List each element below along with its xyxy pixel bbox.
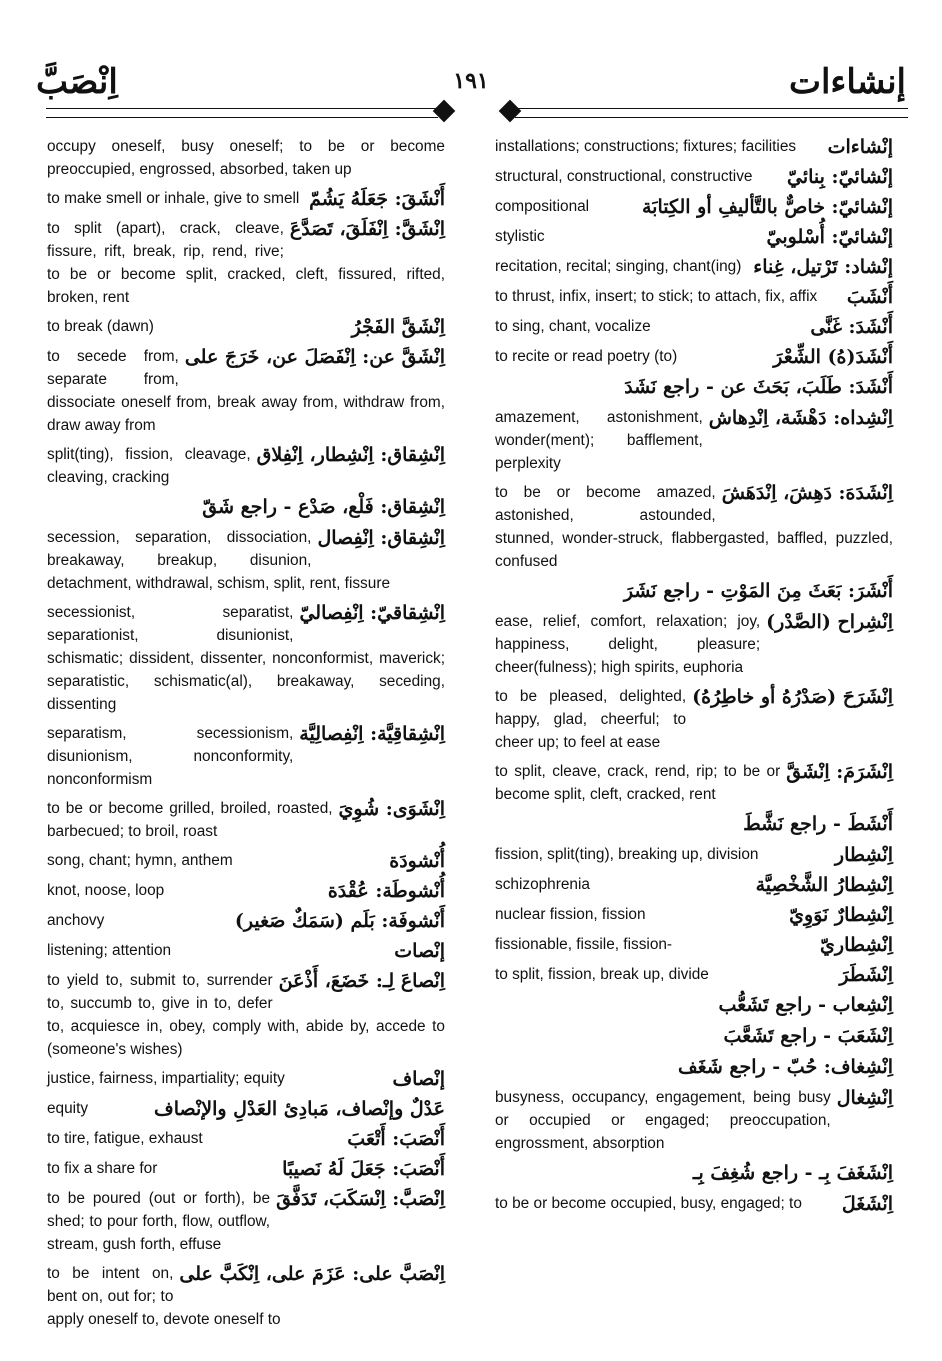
dictionary-entry <box>47 1067 445 1091</box>
entry-definition-english: amazement, astonishment, wonder(ment); bafflement, perplexity <box>495 409 703 472</box>
dictionary-entry <box>495 903 893 927</box>
entry-definition-english: to tire, fatigue, exhaust <box>47 1130 203 1147</box>
dictionary-entry <box>47 797 445 843</box>
entry-headword-arabic: أَنْشَدَ: طَلَبَ، بَحَثَ عن - راجع نَشَدَ <box>624 376 893 398</box>
entry-definition-english: equity <box>47 1100 89 1117</box>
dictionary-entry <box>47 135 445 181</box>
entry-headword-arabic: إنْشاءات <box>827 136 893 158</box>
entry-headword-arabic: اِنْشِطاريّ <box>820 934 893 956</box>
entry-definition-english: split(ting), fission, cleavage, cleaving, cracking <box>47 446 251 486</box>
dictionary-entry <box>495 1086 893 1155</box>
entry-definition-english: recitation, recital; singing, chant(ing) <box>495 258 742 275</box>
entry-headword-arabic: أَنْشوفَة: بَلَم (سَمَكٌ صَغير) <box>234 910 445 932</box>
dictionary-entry <box>47 601 445 716</box>
entry-definition-english: to split, cleave, crack, rend, rip; to be or become split, cleft, cracked, rent <box>495 763 781 803</box>
entry-headword-arabic: اِنْصَبَّ: اِنْسَكَبَ، تَدَفَّقَ <box>276 1188 445 1210</box>
dictionary-entry <box>495 135 893 159</box>
dictionary-entry <box>47 345 445 437</box>
right-column <box>495 135 893 1222</box>
entry-headword-arabic: اِنْشَقَّ عن: اِنْفَصَلَ عن، خَرَجَ على <box>184 346 445 368</box>
entry-headword-arabic: أَنْشَطَ - راجع نَشَّطَ <box>743 813 893 835</box>
dictionary-entry <box>47 187 445 211</box>
entry-definition-english: secessionist, separatist, separationist, disunionist, schismatic; dissident, dissenter, nonconformist, maverick; separatistic, schismatic(al), breakaway, seceding, dissenting <box>47 604 445 713</box>
entry-definition-english: to fix a share for <box>47 1160 158 1177</box>
dictionary-entry <box>495 225 893 249</box>
dictionary-entry <box>47 1187 445 1256</box>
dictionary-entry <box>47 849 445 873</box>
entry-definition-english: to break (dawn) <box>47 318 154 335</box>
entry-definition-english: fission, split(ting), breaking up, division <box>495 846 759 863</box>
dictionary-entry <box>47 1157 445 1181</box>
dictionary-entry <box>47 1097 445 1121</box>
entry-definition-english: to split, fission, break up, divide <box>495 966 709 983</box>
dictionary-entry <box>495 610 893 679</box>
entry-definition-english: to be poured (out or forth), be shed; to pour forth, flow, outflow, stream, gush forth, effuse <box>47 1190 271 1253</box>
entry-headword-arabic: اِنْصَبَّ على: عَزَمَ على، اِنْكَبَّ على <box>179 1263 445 1285</box>
dictionary-entry <box>47 1262 445 1331</box>
dictionary-entry <box>495 285 893 309</box>
entry-headword-arabic: اِنْشِقاقِيَّة: اِنْفِصالِيَّة <box>299 723 445 745</box>
dictionary-entry <box>47 722 445 791</box>
entry-definition-english: song, chant; hymn, anthem <box>47 852 233 869</box>
dictionary-entry <box>495 255 893 279</box>
entry-headword-arabic: أُنْشودَة <box>389 850 445 872</box>
entry-headword-arabic: اِنْشَدَهَ: دَهِشَ، اِنْدَهَشَ <box>721 482 893 504</box>
entry-definition-english: listening; attention <box>47 942 172 959</box>
entry-definition-english: busyness, occupancy, engagement, being busy or occupied or engaged; preoccupation, engrossment, absorption <box>495 1089 831 1152</box>
entry-headword-arabic: إنْصاف <box>392 1068 445 1090</box>
entry-headword-arabic: اِنْشَرَحَ (صَدْرُهُ أو خاطِرُهُ) <box>692 686 893 708</box>
entry-definition-english: to thrust, infix, insert; to stick; to attach, fix, affix <box>495 288 818 305</box>
right-guide-word: إنشاءات <box>788 62 906 102</box>
entry-headword-arabic: اِنْشِغاف: حُبّ - راجع شَغَف <box>678 1056 893 1078</box>
entry-headword-arabic: أَنْشَبَ <box>846 286 893 308</box>
entry-definition-english: to be or become amazed, astonished, astounded, stunned, wonder-struck, flabbergasted, baffled, puzzled, confused <box>495 484 893 570</box>
page-number: ١٩١ <box>453 68 489 94</box>
entry-definition-english: to recite or read poetry (to) <box>495 348 678 365</box>
dictionary-entry <box>47 1127 445 1151</box>
dictionary-entry <box>495 345 893 369</box>
rule-diamond-left <box>433 100 456 123</box>
entry-definition-english: to secede from, separate from, dissociate oneself from, break away from, withdraw from, draw away from <box>47 348 445 434</box>
entry-definition-english: to yield to, submit to, surrender to, succumb to, give in to, defer to, acquiesce in, obey, comply with, abide by, accede to (someone's wishes) <box>47 972 445 1058</box>
entry-definition-english: to be intent on, bent on, out for; to apply oneself to, devote oneself to <box>47 1265 281 1328</box>
entry-headword-arabic: اِنْشِقاق: اِنْشِطار، اِنْفِلاق <box>256 444 445 466</box>
entry-headword-arabic: اِنْشِداه: دَهْشَة، اِنْدِهاش <box>708 407 893 429</box>
dictionary-entry <box>495 812 893 837</box>
entry-headword-arabic: أَنْشَدَ(هُ) الشِّعْرَ <box>773 346 893 368</box>
dictionary-entry <box>495 1055 893 1080</box>
entry-definition-english: separatism, secessionism, disunionism, nonconformity, nonconformism <box>47 725 294 788</box>
entry-headword-arabic: اِنْشَقَّ الفَجْرُ <box>351 316 445 338</box>
entry-headword-arabic: اِنْشِقاق: فَلْع، صَدْع - راجع شَقّ <box>202 496 445 518</box>
entry-headword-arabic: إنْشائيّ: بِنائيّ <box>787 166 893 188</box>
entry-headword-arabic: اِنْصاعَ لِـ: خَضَعَ، أَذْعَنَ <box>278 970 445 992</box>
dictionary-entry <box>47 969 445 1061</box>
dictionary-entry <box>47 909 445 933</box>
dictionary-entry <box>495 843 893 867</box>
dictionary-entry <box>47 526 445 595</box>
entry-definition-english: nuclear fission, fission <box>495 906 646 923</box>
entry-headword-arabic: اِنْشَغَفَ بِـ - راجع شُغِفَ بِـ <box>692 1162 893 1184</box>
entry-definition-english: installations; constructions; fixtures; facilities <box>495 138 797 155</box>
dictionary-entry <box>495 760 893 806</box>
dictionary-entry <box>47 879 445 903</box>
entry-definition-english: to sing, chant, vocalize <box>495 318 651 335</box>
entry-headword-arabic: إنْشائيّ: خاصٌّ بالتَّأليفِ أو الكِتابَة <box>642 196 893 218</box>
dictionary-entry <box>47 495 445 520</box>
dictionary-entry <box>495 873 893 897</box>
entry-definition-english: structural, constructional, constructive <box>495 168 753 185</box>
entry-definition-english: compositional <box>495 198 590 215</box>
left-guide-word: اِنْصَبَّ <box>36 62 118 102</box>
entry-headword-arabic: اِنْشِطار <box>834 844 893 866</box>
entry-definition-english: stylistic <box>495 228 545 245</box>
entry-headword-arabic: اِنْشِعاب - راجع تَشَعُّب <box>718 994 893 1016</box>
entry-definition-english: knot, noose, loop <box>47 882 165 899</box>
entry-headword-arabic: اِنْشِغال <box>836 1087 893 1109</box>
dictionary-entry <box>495 685 893 754</box>
entry-headword-arabic: إنْشائيّ: أُسْلوبيّ <box>766 226 893 248</box>
entry-headword-arabic: اِنْشِقاق: اِنْفِصال <box>317 527 445 549</box>
dictionary-entry <box>495 993 893 1018</box>
dictionary-entry <box>495 1161 893 1186</box>
header-rule-right <box>515 108 908 118</box>
entry-definition-english: to split (apart), crack, cleave, fissure, rift, break, rip, rend, rive; to be or become split, cracked, cleft, fissured, rifted, broken, rent <box>47 220 445 306</box>
entry-headword-arabic: أَنْصَبَ: أَتْعَبَ <box>347 1128 445 1150</box>
entry-headword-arabic: اِنْشَقَّ: اِنْفَلَقَ، تَصَدَّعَ <box>289 218 445 240</box>
entry-definition-english: occupy oneself, busy oneself; to be or become preoccupied, engrossed, absorbed, taken up <box>47 138 445 178</box>
entry-headword-arabic: أَنْشَرَ: بَعَثَ مِنَ المَوْتِ - راجع نَشَرَ <box>623 580 893 602</box>
entry-headword-arabic: اِنْشِراح (الصَّدْر) <box>766 611 893 633</box>
entry-definition-english: schizophrenia <box>495 876 590 893</box>
entry-headword-arabic: اِنْشِطارُ الشَّخْصِيَّة <box>755 874 893 896</box>
dictionary-entry <box>495 963 893 987</box>
entry-definition-english: ease, relief, comfort, relaxation; joy, happiness, delight, pleasure; cheer(fulness); high spirits, euphoria <box>495 613 761 676</box>
entry-definition-english: fissionable, fissile, fission- <box>495 936 673 953</box>
entry-headword-arabic: اِنْشَوَى: شُوِيَ <box>338 798 445 820</box>
dictionary-entry <box>495 165 893 189</box>
entry-definition-english: justice, fairness, impartiality; equity <box>47 1070 285 1087</box>
entry-definition-english: to be or become occupied, busy, engaged; to <box>495 1195 802 1212</box>
dictionary-entry <box>495 481 893 573</box>
dictionary-entry <box>495 195 893 219</box>
entry-headword-arabic: اِنْشَرَمَ: اِنْشَقَّ <box>786 761 893 783</box>
header-rule-left <box>46 108 438 118</box>
left-column <box>47 135 445 1337</box>
entry-headword-arabic: اِنْشَعَبَ - راجع تَشَعَّبَ <box>723 1025 893 1047</box>
entry-headword-arabic: اِنْشَطَرَ <box>839 964 893 986</box>
dictionary-entry <box>495 315 893 339</box>
dictionary-entry <box>495 406 893 475</box>
dictionary-entry <box>495 375 893 400</box>
entry-headword-arabic: اِنْشِطارٌ نَوَوِيّ <box>789 904 893 926</box>
entry-headword-arabic: أَنْصَبَ: جَعَلَ لَهُ نَصيبًا <box>282 1158 445 1180</box>
dictionary-entry <box>495 1024 893 1049</box>
entry-headword-arabic: إنْشاد: تَرْتيل، غِناء <box>753 256 893 278</box>
entry-headword-arabic: إنْصات <box>394 940 445 962</box>
page-header <box>30 62 912 102</box>
dictionary-entry <box>47 217 445 309</box>
entry-headword-arabic: أَنْشَقَ: جَعَلَهُ يَشُمّ <box>309 188 445 210</box>
entry-definition-english: anchovy <box>47 912 105 929</box>
dictionary-entry <box>47 939 445 963</box>
entry-headword-arabic: أُنْشوطَة: عُقْدَة <box>327 880 445 902</box>
dictionary-entry <box>47 443 445 489</box>
entry-definition-english: to make smell or inhale, give to smell <box>47 190 300 207</box>
dictionary-entry <box>495 1192 893 1216</box>
entry-definition-english: to be pleased, delighted, happy, glad, cheerful; to cheer up; to feel at ease <box>495 688 687 751</box>
entry-headword-arabic: عَدْلٌ وإنْصاف، مَبادِئ العَدْلِ والإنْصاف <box>154 1098 445 1120</box>
dictionary-entry <box>495 933 893 957</box>
dictionary-entry <box>47 315 445 339</box>
entry-definition-english: to be or become grilled, broiled, roasted, barbecued; to broil, roast <box>47 800 333 840</box>
entry-headword-arabic: أَنْشَدَ: غَنَّى <box>810 316 893 338</box>
entry-headword-arabic: اِنْشَغَلَ <box>841 1193 893 1215</box>
entry-definition-english: secession, separation, dissociation, breakaway, breakup, disunion, detachment, withdrawal, schism, split, rent, fissure <box>47 529 390 592</box>
entry-headword-arabic: اِنْشِقاقيّ: اِنْفِصاليّ <box>299 602 445 624</box>
dictionary-entry <box>495 579 893 604</box>
